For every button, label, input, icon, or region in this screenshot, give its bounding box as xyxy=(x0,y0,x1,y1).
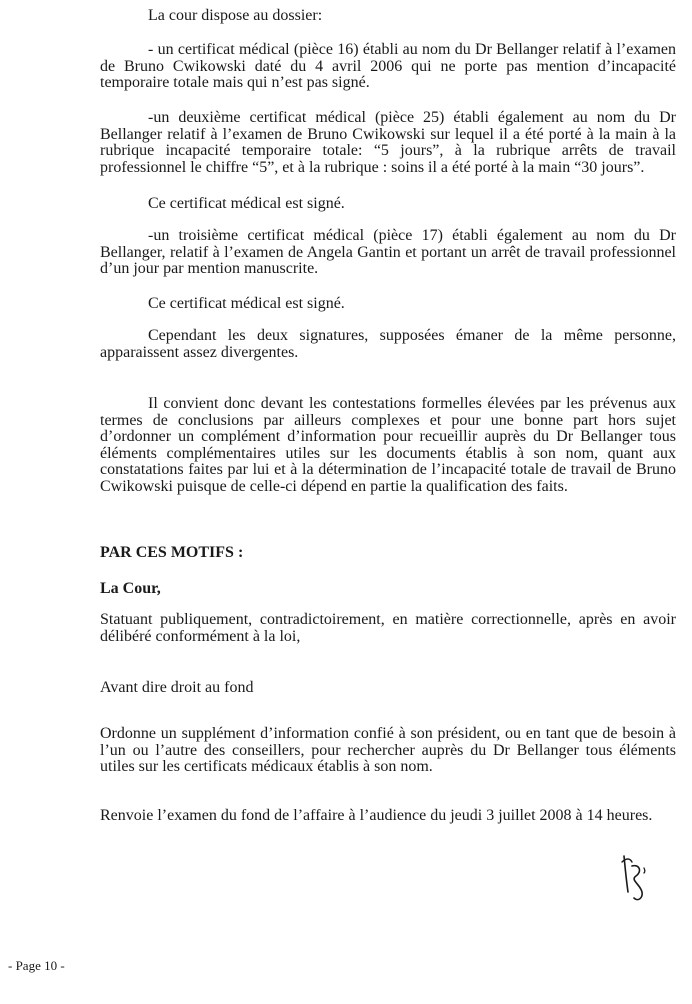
paragraph-avant-dire-droit: Avant dire droit au fond xyxy=(100,679,254,696)
paragraph-signed-1: Ce certificat médical est signé. xyxy=(148,195,345,212)
paragraph-intro: La cour dispose au dossier: xyxy=(148,7,323,24)
paragraph-certificate-1: - un certificat médical (pièce 16) établi au nom du Dr Bellanger relatif à l’examen de Bruno Cwikowski daté du 4 avril 2006 qui ne porte pas mention d’incapacité temporaire totale mais qui n’est pas signé. xyxy=(100,41,676,91)
paragraph-signatures-divergent: Cependant les deux signatures, supposées émaner de la même personne, apparaissent assez divergentes. xyxy=(100,327,676,361)
paragraph-signed-2: Ce certificat médical est signé. xyxy=(148,295,345,312)
paragraph-certificate-2: -un deuxième certificat médical (pièce 25) établi également au nom du Dr Bellanger relatif à l’examen de Bruno Cwikowski sur lequel il a été porté à la main à la rubrique incapacité temporaire totale: “5 jours”, à la rubrique arrêts de travail professionnel le chiffre “5”, et à la rubrique : soins il a été porté à la main “30 jours”. xyxy=(100,109,676,176)
paragraph-renvoie: Renvoie l’examen du fond de l’affaire à l’audience du jeudi 3 juillet 2008 à 14 heures. xyxy=(100,807,653,824)
paragraph-statuant: Statuant publiquement, contradictoirement, en matière correctionnelle, après en avoir délibéré conformément à la loi, xyxy=(100,611,676,645)
heading-par-ces-motifs: PAR CES MOTIFS : xyxy=(100,544,244,561)
paragraph-ordonne: Ordonne un supplément d’information confié à son président, ou en tant que de besoin à l’un ou l’autre des conseillers, pour rechercher auprès du Dr Bellanger tous éléments utiles sur les certificats médicaux établis à son nom. xyxy=(100,725,676,775)
paragraph-reasoning: Il convient donc devant les contestations formelles élevées par les prévenus aux termes de conclusions par ailleurs complexes et pour une bonne part hors sujet d’ordonner un complément d’information pour recueillir auprès du Dr Bellanger tous éléments complémentaires utiles sur les documents établis à son nom, quant aux constatations faites par lui et à la détermination de l’incapacité totale de travail de Bruno Cwikowski puisque de celle-ci dépend en partie la qualification des faits. xyxy=(100,395,676,495)
page-number-footer: - Page 10 - xyxy=(8,958,65,973)
paragraph-certificate-3: -un troisième certificat médical (pièce 17) établi également au nom du Dr Bellanger, relatif à l’examen de Angela Gantin et portant un arrêt de travail professionnel d’un jour par mention manuscrite. xyxy=(100,227,676,277)
handwritten-initials-signature-icon xyxy=(618,852,654,904)
heading-la-cour: La Cour, xyxy=(100,580,161,597)
